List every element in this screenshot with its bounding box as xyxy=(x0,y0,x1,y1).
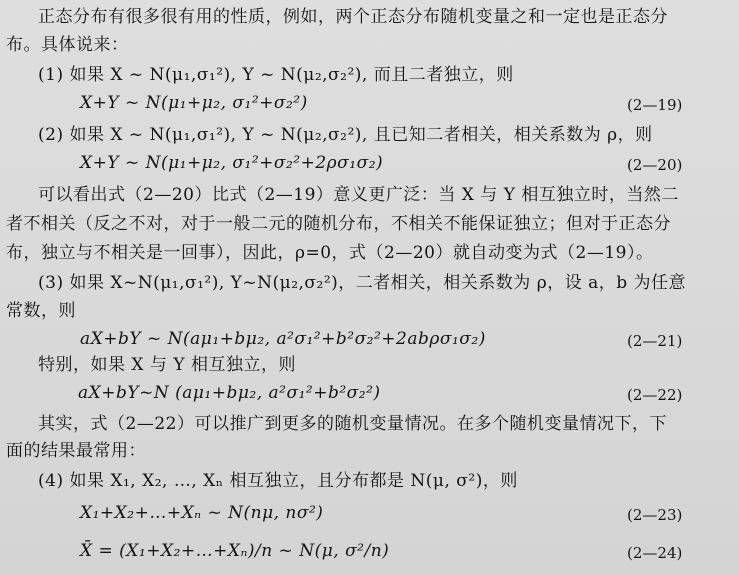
text-line-3: (1) 如果 X ~ N(μ₁,σ₁²), Y ~ N(μ₂,σ₂²), 而且二者独立，则 xyxy=(38,65,514,85)
text-line-17: (4) 如果 X₁, X₂, …, Xₙ 相互独立，且分布都是 N(μ, σ²)，则 xyxy=(38,471,518,491)
text-line-10: (3) 如果 X~N(μ₁,σ₁²), Y~N(μ₂,σ₂²)，二者相关，相关系数为 ρ，设 a，b 为任意 xyxy=(38,273,687,293)
equation-2-24: X̄ = (X₁+X₂+…+Xₙ)/n ~ N(μ, σ²/n) xyxy=(80,541,390,561)
text-line-15: 其实，式（2—22）可以推广到更多的随机变量情况。在多个随机变量情况下，下 xyxy=(38,414,667,434)
equation-number-2-24: (2—24) xyxy=(627,544,683,562)
equation-2-21: aX+bY ~ N(aμ₁+bμ₂, a²σ₁²+b²σ₂²+2abρσ₁σ₂) xyxy=(80,329,486,349)
text-line-13: 特别，如果 X 与 Y 相互独立，则 xyxy=(38,355,296,375)
equation-2-23: X₁+X₂+…+Xₙ ~ N(nμ, nσ²) xyxy=(80,503,324,523)
equation-number-2-23: (2—23) xyxy=(627,506,683,524)
equation-number-2-19: (2—19) xyxy=(627,96,683,114)
equation-number-2-20: (2—20) xyxy=(627,156,683,174)
equation-number-2-22: (2—22) xyxy=(627,386,683,404)
text-line-9: 布，独立与不相关是一回事），因此，ρ=0，式（2—20）就自动变为式（2—19）。 xyxy=(6,243,654,263)
text-line-7: 可以看出式（2—20）比式（2—19）意义更广泛：当 X 与 Y 相互独立时，当然二 xyxy=(38,185,679,205)
text-line-8: 者不相关（反之不对，对于一般二元的随机分布，不相关不能保证独立；但对于正态分 xyxy=(6,214,671,234)
text-line-16: 面的结果最常用： xyxy=(6,441,146,461)
text-line-11: 常数，则 xyxy=(6,301,76,321)
text-line-5: (2) 如果 X ~ N(μ₁,σ₁²), Y ~ N(μ₂,σ₂²), 且已知二者相关，相关系数为 ρ，则 xyxy=(38,125,653,145)
equation-2-20: X+Y ~ N(μ₁+μ₂, σ₁²+σ₂²+2ρσ₁σ₂) xyxy=(80,153,384,173)
equation-2-22: aX+bY~N (aμ₁+bμ₂, a²σ₁²+b²σ₂²) xyxy=(78,383,381,403)
text-line-2: 布。具体说来： xyxy=(6,35,129,55)
text-line-1: 正态分布有很多很有用的性质，例如，两个正态分布随机变量之和一定也是正态分 xyxy=(38,7,668,27)
equation-number-2-21: (2—21) xyxy=(627,332,683,350)
equation-2-19: X+Y ~ N(μ₁+μ₂, σ₁²+σ₂²) xyxy=(80,93,308,113)
